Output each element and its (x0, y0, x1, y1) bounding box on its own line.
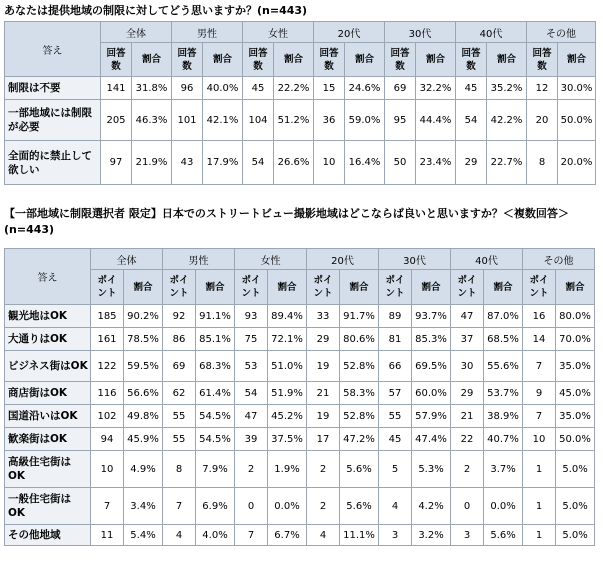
pct-cell: 47.4% (412, 428, 451, 451)
count-cell: 16 (523, 305, 556, 328)
pct-subheader: 割合 (487, 43, 527, 77)
pct-cell: 53.7% (484, 382, 523, 405)
count-cell: 205 (101, 100, 132, 141)
pct-cell: 44.4% (416, 100, 456, 141)
count-cell: 2 (235, 451, 268, 488)
count-cell: 15 (314, 77, 345, 100)
pct-subheader: 割合 (132, 43, 172, 77)
pct-cell: 1.9% (268, 451, 307, 488)
pct-cell: 3.4% (124, 488, 163, 525)
group-header: 女性 (235, 249, 307, 270)
pct-cell: 4.2% (412, 488, 451, 525)
pct-cell: 23.4% (416, 141, 456, 185)
pct-cell: 5.6% (484, 525, 523, 546)
count-cell: 22 (451, 428, 484, 451)
count-cell: 1 (523, 451, 556, 488)
row-label: 国道沿いはOK (5, 405, 91, 428)
count-cell: 55 (163, 428, 196, 451)
pct-cell: 56.6% (124, 382, 163, 405)
header-row (5, 22, 596, 43)
count-cell: 101 (172, 100, 203, 141)
count-cell: 39 (235, 428, 268, 451)
pct-subheader: 割合 (274, 43, 314, 77)
count-cell: 94 (91, 428, 124, 451)
pct-subheader: 割合 (412, 270, 451, 305)
count-cell: 50 (385, 141, 416, 185)
pct-cell: 3.7% (484, 451, 523, 488)
pct-cell: 5.0% (556, 525, 595, 546)
count-cell: 19 (307, 405, 340, 428)
count-cell: 54 (243, 141, 274, 185)
count-cell: 54 (456, 100, 487, 141)
count-cell: 3 (379, 525, 412, 546)
pct-cell: 5.0% (556, 488, 595, 525)
count-cell: 69 (163, 351, 196, 382)
pct-cell: 6.9% (196, 488, 235, 525)
count-cell: 93 (235, 305, 268, 328)
count-cell: 4 (379, 488, 412, 525)
pct-cell: 50.0% (558, 100, 596, 141)
count-cell: 17 (307, 428, 340, 451)
count-subheader: 回答数 (243, 43, 274, 77)
survey1-title: あなたは提供地域の制限に対してどう思いますか？(n=443) (4, 4, 308, 17)
corner-header: 答え (5, 249, 91, 305)
pct-cell: 90.2% (124, 305, 163, 328)
pct-cell: 59.0% (345, 100, 385, 141)
count-cell: 81 (379, 328, 412, 351)
count-cell: 33 (307, 305, 340, 328)
pct-cell: 47.2% (340, 428, 379, 451)
pct-cell: 58.3% (340, 382, 379, 405)
group-header: 全体 (91, 249, 163, 270)
pct-cell: 51.2% (274, 100, 314, 141)
count-cell: 55 (163, 405, 196, 428)
count-cell: 45 (379, 428, 412, 451)
count-cell: 102 (91, 405, 124, 428)
pct-cell: 42.2% (487, 100, 527, 141)
table-row (5, 100, 596, 141)
pct-cell: 17.9% (203, 141, 243, 185)
pct-cell: 5.6% (340, 488, 379, 525)
count-cell: 36 (314, 100, 345, 141)
count-cell: 2 (451, 451, 484, 488)
count-cell: 97 (101, 141, 132, 185)
pct-cell: 32.2% (416, 77, 456, 100)
pct-cell: 6.7% (268, 525, 307, 546)
pct-cell: 5.6% (340, 451, 379, 488)
table-row (5, 77, 596, 100)
count-cell: 43 (172, 141, 203, 185)
pct-cell: 60.0% (412, 382, 451, 405)
count-cell: 45 (243, 77, 274, 100)
count-cell: 54 (235, 382, 268, 405)
pct-cell: 52.8% (340, 405, 379, 428)
pct-cell: 89.4% (268, 305, 307, 328)
count-cell: 7 (163, 488, 196, 525)
count-subheader: 回答数 (314, 43, 345, 77)
row-label: 歓楽街はOK (5, 428, 91, 451)
pct-cell: 5.0% (556, 451, 595, 488)
pct-subheader: 割合 (416, 43, 456, 77)
pct-cell: 69.5% (412, 351, 451, 382)
pct-cell: 45.2% (268, 405, 307, 428)
count-cell: 7 (523, 351, 556, 382)
pct-cell: 38.9% (484, 405, 523, 428)
group-header: 男性 (163, 249, 235, 270)
pct-cell: 61.4% (196, 382, 235, 405)
count-cell: 95 (385, 100, 416, 141)
count-cell: 3 (451, 525, 484, 546)
count-cell: 47 (235, 405, 268, 428)
count-subheader: 回答数 (385, 43, 416, 77)
count-cell: 104 (243, 100, 274, 141)
pct-cell: 91.1% (196, 305, 235, 328)
count-subheader: ポイント (379, 270, 412, 305)
group-header: 女性 (243, 22, 314, 43)
pct-cell: 87.0% (484, 305, 523, 328)
count-cell: 55 (379, 405, 412, 428)
pct-cell: 30.0% (558, 77, 596, 100)
count-subheader: 回答数 (527, 43, 558, 77)
group-header: 20代 (307, 249, 379, 270)
count-subheader: ポイント (91, 270, 124, 305)
row-label: 一般住宅街はOK (5, 488, 91, 525)
pct-cell: 16.4% (345, 141, 385, 185)
pct-cell: 22.7% (487, 141, 527, 185)
table-row (5, 141, 596, 185)
row-label: 観光地はOK (5, 305, 91, 328)
count-cell: 14 (523, 328, 556, 351)
pct-cell: 4.0% (196, 525, 235, 546)
count-cell: 141 (101, 77, 132, 100)
pct-subheader: 割合 (268, 270, 307, 305)
table-row (5, 305, 595, 328)
count-cell: 9 (523, 382, 556, 405)
count-cell: 69 (385, 77, 416, 100)
pct-cell: 40.7% (484, 428, 523, 451)
count-subheader: 回答数 (101, 43, 132, 77)
count-subheader: ポイント (523, 270, 556, 305)
table-row (5, 328, 595, 351)
count-cell: 0 (235, 488, 268, 525)
count-subheader: 回答数 (172, 43, 203, 77)
count-cell: 4 (307, 525, 340, 546)
group-header: 40代 (456, 22, 527, 43)
count-cell: 53 (235, 351, 268, 382)
row-label: 全面的に禁止して欲しい (5, 141, 101, 185)
count-cell: 47 (451, 305, 484, 328)
pct-cell: 85.1% (196, 328, 235, 351)
pct-cell: 72.1% (268, 328, 307, 351)
count-cell: 10 (314, 141, 345, 185)
pct-cell: 78.5% (124, 328, 163, 351)
pct-subheader: 割合 (203, 43, 243, 77)
row-label: その他地域 (5, 525, 91, 546)
count-cell: 11 (91, 525, 124, 546)
pct-cell: 0.0% (268, 488, 307, 525)
count-cell: 185 (91, 305, 124, 328)
group-header: 20代 (314, 22, 385, 43)
row-label: 制限は不要 (5, 77, 101, 100)
pct-cell: 24.6% (345, 77, 385, 100)
count-cell: 5 (379, 451, 412, 488)
pct-cell: 68.3% (196, 351, 235, 382)
survey2-table (4, 248, 595, 546)
pct-cell: 80.0% (556, 305, 595, 328)
group-header: 30代 (379, 249, 451, 270)
count-cell: 7 (91, 488, 124, 525)
count-cell: 21 (451, 405, 484, 428)
count-cell: 10 (523, 428, 556, 451)
count-cell: 20 (527, 100, 558, 141)
pct-cell: 5.3% (412, 451, 451, 488)
row-label: ビジネス街はOK (5, 351, 91, 382)
count-cell: 2 (307, 451, 340, 488)
pct-cell: 20.0% (558, 141, 596, 185)
pct-cell: 54.5% (196, 428, 235, 451)
count-cell: 12 (527, 77, 558, 100)
count-cell: 0 (451, 488, 484, 525)
count-cell: 122 (91, 351, 124, 382)
pct-cell: 50.0% (556, 428, 595, 451)
corner-header: 答え (5, 22, 101, 77)
pct-cell: 40.0% (203, 77, 243, 100)
count-cell: 8 (527, 141, 558, 185)
count-cell: 57 (379, 382, 412, 405)
pct-cell: 7.9% (196, 451, 235, 488)
count-cell: 19 (307, 351, 340, 382)
pct-subheader: 割合 (124, 270, 163, 305)
pct-cell: 52.8% (340, 351, 379, 382)
pct-cell: 3.2% (412, 525, 451, 546)
pct-subheader: 割合 (484, 270, 523, 305)
count-cell: 4 (163, 525, 196, 546)
count-cell: 45 (456, 77, 487, 100)
survey2-title: 【一部地域に制限選択者 限定】日本でのストリートビュー撮影地域はどこならば良いと思いますか？＜複数回答＞(n=443) (4, 207, 569, 236)
pct-cell: 93.7% (412, 305, 451, 328)
count-cell: 7 (523, 405, 556, 428)
pct-cell: 35.0% (556, 405, 595, 428)
table-row (5, 351, 595, 382)
count-cell: 96 (172, 77, 203, 100)
count-cell: 10 (91, 451, 124, 488)
group-header: 30代 (385, 22, 456, 43)
pct-cell: 26.6% (274, 141, 314, 185)
pct-cell: 35.2% (487, 77, 527, 100)
count-cell: 1 (523, 488, 556, 525)
table-row (5, 525, 595, 546)
pct-cell: 42.1% (203, 100, 243, 141)
pct-cell: 4.9% (124, 451, 163, 488)
pct-cell: 70.0% (556, 328, 595, 351)
pct-cell: 68.5% (484, 328, 523, 351)
pct-cell: 37.5% (268, 428, 307, 451)
row-label: 一部地域には制限が必要 (5, 100, 101, 141)
row-label: 大通りはOK (5, 328, 91, 351)
group-header: 全体 (101, 22, 172, 43)
table-row (5, 405, 595, 428)
group-header: 男性 (172, 22, 243, 43)
pct-subheader: 割合 (556, 270, 595, 305)
row-label: 商店街はOK (5, 382, 91, 405)
pct-cell: 35.0% (556, 351, 595, 382)
pct-cell: 51.9% (268, 382, 307, 405)
count-cell: 29 (451, 382, 484, 405)
header-row (5, 249, 595, 270)
pct-cell: 54.5% (196, 405, 235, 428)
group-header: その他 (527, 22, 596, 43)
count-cell: 89 (379, 305, 412, 328)
count-cell: 116 (91, 382, 124, 405)
subheader-row (5, 270, 595, 305)
pct-cell: 31.8% (132, 77, 172, 100)
count-cell: 29 (307, 328, 340, 351)
group-header: 40代 (451, 249, 523, 270)
pct-cell: 85.3% (412, 328, 451, 351)
count-cell: 7 (235, 525, 268, 546)
pct-subheader: 割合 (340, 270, 379, 305)
count-cell: 92 (163, 305, 196, 328)
pct-subheader: 割合 (558, 43, 596, 77)
pct-cell: 80.6% (340, 328, 379, 351)
pct-cell: 55.6% (484, 351, 523, 382)
count-cell: 29 (456, 141, 487, 185)
pct-cell: 21.9% (132, 141, 172, 185)
count-cell: 30 (451, 351, 484, 382)
group-header: その他 (523, 249, 595, 270)
pct-cell: 49.8% (124, 405, 163, 428)
pct-cell: 57.9% (412, 405, 451, 428)
count-subheader: ポイント (307, 270, 340, 305)
pct-cell: 11.1% (340, 525, 379, 546)
count-cell: 75 (235, 328, 268, 351)
count-cell: 2 (307, 488, 340, 525)
pct-cell: 91.7% (340, 305, 379, 328)
pct-subheader: 割合 (196, 270, 235, 305)
count-cell: 8 (163, 451, 196, 488)
pct-cell: 5.4% (124, 525, 163, 546)
count-subheader: ポイント (235, 270, 268, 305)
pct-cell: 51.0% (268, 351, 307, 382)
table-row (5, 428, 595, 451)
pct-cell: 59.5% (124, 351, 163, 382)
pct-subheader: 割合 (345, 43, 385, 77)
count-cell: 62 (163, 382, 196, 405)
table-row (5, 382, 595, 405)
count-cell: 1 (523, 525, 556, 546)
count-subheader: ポイント (163, 270, 196, 305)
pct-cell: 0.0% (484, 488, 523, 525)
survey1-table (4, 21, 596, 185)
pct-cell: 46.3% (132, 100, 172, 141)
table-row (5, 451, 595, 488)
pct-cell: 45.0% (556, 382, 595, 405)
count-cell: 21 (307, 382, 340, 405)
count-cell: 86 (163, 328, 196, 351)
count-subheader: ポイント (451, 270, 484, 305)
pct-cell: 22.2% (274, 77, 314, 100)
table-row (5, 488, 595, 525)
count-subheader: 回答数 (456, 43, 487, 77)
count-cell: 66 (379, 351, 412, 382)
row-label: 高級住宅街はOK (5, 451, 91, 488)
pct-cell: 45.9% (124, 428, 163, 451)
count-cell: 161 (91, 328, 124, 351)
count-cell: 37 (451, 328, 484, 351)
